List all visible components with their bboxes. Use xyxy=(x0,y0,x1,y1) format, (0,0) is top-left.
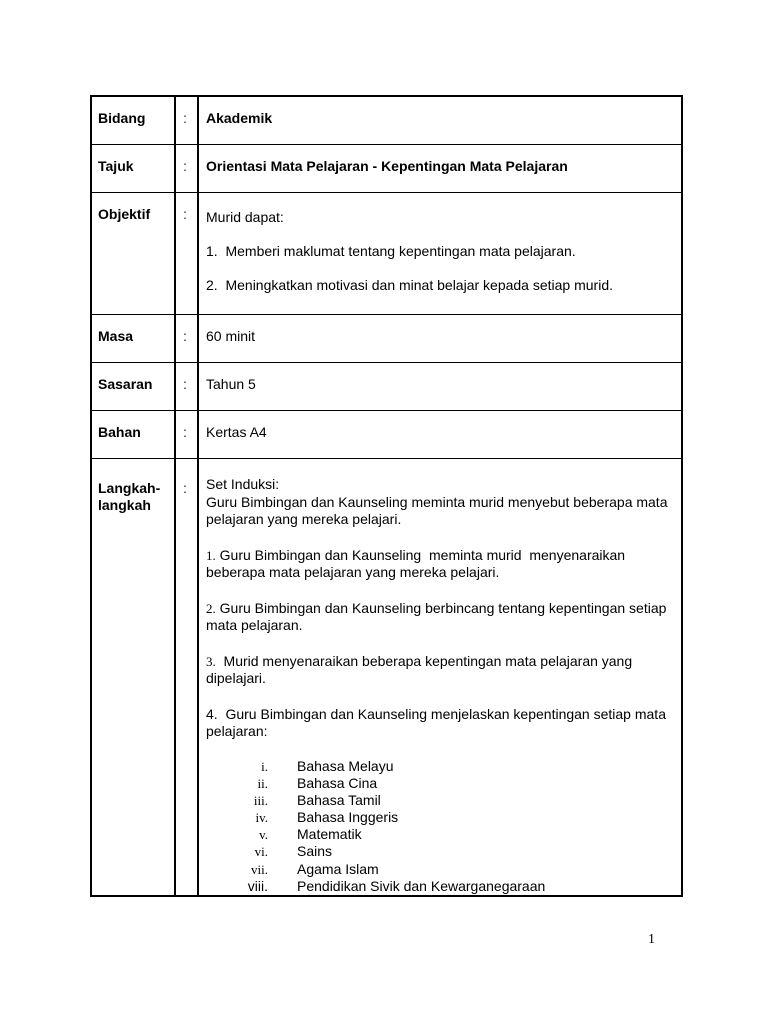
list-numeral: vi. xyxy=(254,844,268,860)
list-numeral: vii. xyxy=(251,861,268,877)
colon: : xyxy=(183,206,187,222)
label-masa: Masa xyxy=(98,328,134,344)
step-text: Murid menyenaraikan beberapa kepentingan mata pelajaran yang dipelajari. xyxy=(206,652,637,686)
step-text: Guru Bimbingan dan Kaunseling berbincang tentang kepentingan setiap mata pelajaran. xyxy=(206,599,671,633)
list-text: Bahasa Cina xyxy=(297,774,378,791)
step-text: Guru Bimbingan dan Kaunseling meminta murid menyenaraikan beberapa mata pelajaran yang mereka pelajari. xyxy=(206,546,629,580)
list-text: Bahasa Inggeris xyxy=(297,809,399,826)
value-masa: 60 minit xyxy=(206,328,256,344)
step-3 xyxy=(206,653,673,688)
row-bahan xyxy=(91,411,682,459)
colon: : xyxy=(183,376,187,392)
langkah-content xyxy=(199,459,681,895)
row-langkah xyxy=(91,459,682,897)
set-induksi-title: Set Induksi: xyxy=(206,476,280,492)
row-objektif xyxy=(91,193,682,315)
label-objektif: Objektif xyxy=(98,206,151,222)
colon: : xyxy=(183,110,187,126)
list-item xyxy=(206,826,673,843)
lesson-plan-table xyxy=(90,95,683,897)
step-text: Guru Bimbingan dan Kaunseling menjelaskan kepentingan setiap mata pelajaran: xyxy=(206,705,670,739)
row-tajuk xyxy=(91,145,682,193)
list-numeral: ii. xyxy=(257,775,268,791)
objektif-intro: Murid dapat: xyxy=(206,209,284,225)
row-sasaran xyxy=(91,363,682,411)
colon: : xyxy=(183,158,187,174)
value-bidang: Akademik xyxy=(206,110,273,126)
step-number: 2. xyxy=(206,600,216,616)
step-2 xyxy=(206,600,673,635)
label-bahan: Bahan xyxy=(98,424,141,440)
list-numeral: iv. xyxy=(255,810,268,826)
list-numeral: i. xyxy=(261,758,268,774)
step-number: 3. xyxy=(206,653,216,669)
list-item xyxy=(206,809,673,826)
list-item xyxy=(206,878,673,895)
list-item xyxy=(206,775,673,792)
list-text: Matematik xyxy=(297,826,362,843)
value-tajuk: Orientasi Mata Pelajaran - Kepentingan Mata Pelajaran xyxy=(206,158,568,174)
list-text: Sains xyxy=(297,843,333,860)
set-induksi-text: Guru Bimbingan dan Kaunseling meminta murid menyebut beberapa mata pelajaran yang mereka pelajari. xyxy=(206,493,668,527)
label-tajuk: Tajuk xyxy=(98,158,134,174)
step-number: 1. xyxy=(206,547,216,563)
label-bidang: Bidang xyxy=(98,110,146,126)
colon: : xyxy=(183,480,187,496)
label-sasaran: Sasaran xyxy=(98,376,153,392)
objektif-item-1: 1. Memberi maklumat tentang kepentingan mata pelajaran. xyxy=(206,243,576,259)
list-item xyxy=(206,758,673,775)
row-masa xyxy=(91,315,682,363)
page-number: 1 xyxy=(648,932,655,947)
label-langkah-line1: Langkah- xyxy=(98,480,161,496)
list-item xyxy=(206,792,673,809)
list-text: Bahasa Tamil xyxy=(297,791,381,808)
objektif-item-2: 2. Meningkatkan motivasi dan minat belajar kepada setiap murid. xyxy=(206,277,613,293)
list-text: Bahasa Melayu xyxy=(297,757,394,774)
label-langkah-line2: langkah xyxy=(98,497,151,513)
step-1 xyxy=(206,547,673,582)
row-bidang xyxy=(91,96,682,145)
list-numeral: v. xyxy=(259,827,268,843)
colon: : xyxy=(183,328,187,344)
list-item xyxy=(206,861,673,878)
value-sasaran: Tahun 5 xyxy=(206,376,256,392)
list-numeral: iii. xyxy=(253,792,268,808)
colon: : xyxy=(183,424,187,440)
list-numeral: viii. xyxy=(247,877,268,894)
step-number: 4. xyxy=(206,705,218,722)
list-item xyxy=(206,843,673,860)
subject-list xyxy=(206,758,673,896)
list-text: Pendidikan Sivik dan Kewarganegaraan xyxy=(297,877,546,894)
step-4 xyxy=(206,706,673,741)
value-bahan: Kertas A4 xyxy=(206,424,267,440)
list-text: Agama Islam xyxy=(297,860,379,877)
